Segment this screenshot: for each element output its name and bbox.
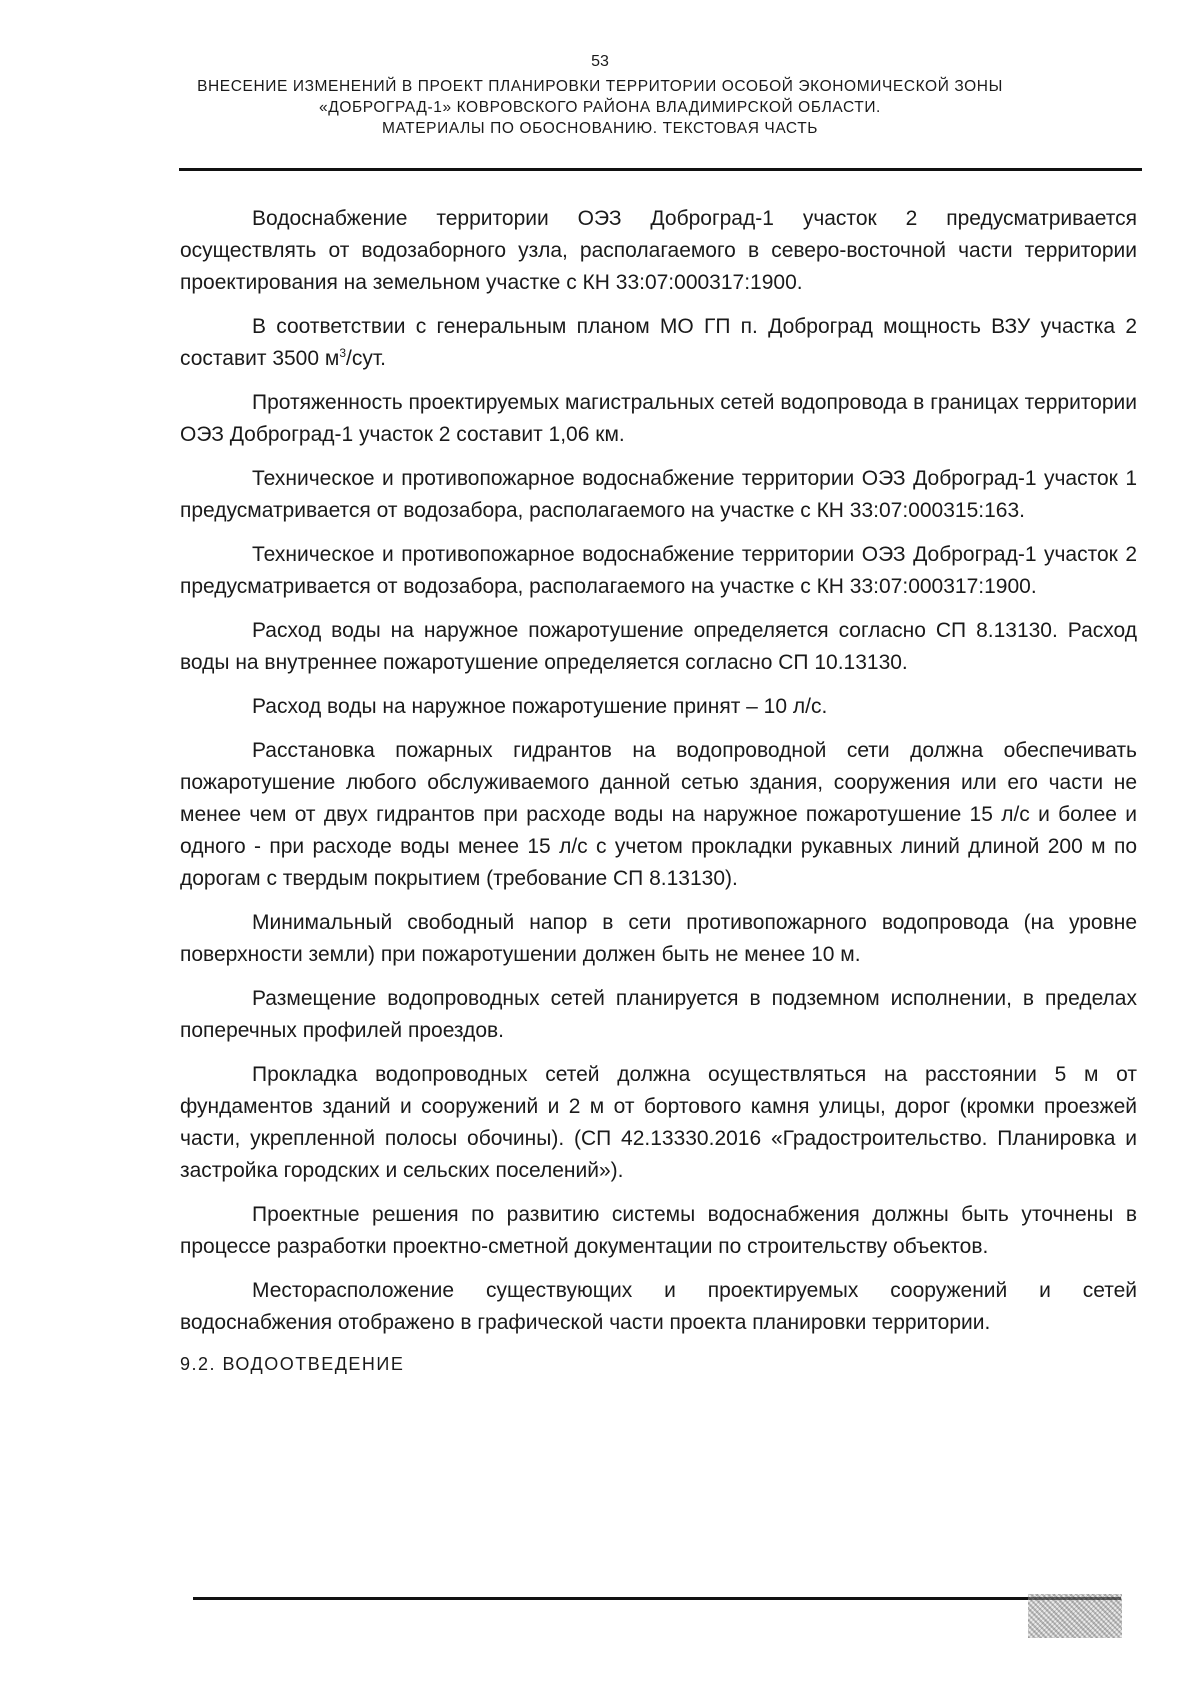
paragraph-hydrant-placement: Расстановка пожарных гидрантов на водопроводной сети должна обеспечивать пожаротушение любого обслуживаемого данной сетью здания, сооружения или его части не менее чем от двух гидрантов при расходе воды на наружное пожаротушение 15 л/с и более и одного - при расходе воды менее 15 л/с с учетом прокладки рукавных линий длиной 200 м по дорогам с твердым покрытием (требование СП 8.13130). [180,739,1137,890]
paragraph-intake-capacity [180,311,1137,375]
paragraph-fire-water-rate: Расход воды на наружное пожаротушение принят – 10 л/с. [252,695,828,718]
paragraph-fire-water-norms: Расход воды на наружное пожаротушение определяется согласно СП 8.13130. Расход воды на внутреннее пожаротушение определяется согласно СП 10.13130. [180,619,1137,674]
paragraph-pipe-distances: Прокладка водопроводных сетей должна осуществляться на расстоянии 5 м от фундаментов зданий и сооружений и 2 м от бортового камня улицы, дорог (кромки проезжей части, укрепленной полосы обочины). (СП 42.13330.2016 «Градостроительство. Планировка и застройка городских и сельских поселений»). [180,1063,1137,1182]
header-title-line-1: ВНЕСЕНИЕ ИЗМЕНЕНИЙ В ПРОЕКТ ПЛАНИРОВКИ ТЕРРИТОРИИ ОСОБОЙ ЭКОНОМИЧЕСКОЙ ЗОНЫ [197,78,1003,95]
capacity-unit: /сут. [346,347,386,370]
paragraph-design-refinement: Проектные решения по развитию системы водоснабжения должны быть уточнены в процессе разработки проектно-сметной документации по строительству объектов. [180,1203,1137,1258]
paragraph-network-length: Протяженность проектируемых магистральных сетей водопровода в границах территории ОЭЗ Доброград-1 участок 2 составит 1,06 км. [180,391,1137,446]
cubic-superscript: 3 [339,346,346,360]
document-body [180,203,1137,1377]
paragraph-graphic-reference: Месторасположение существующих и проектируемых сооружений и сетей водоснабжения отображено в графической части проекта планировки территории. [180,1279,1137,1334]
paragraph-plot1-supply: Техническое и противопожарное водоснабжение территории ОЭЗ Доброград-1 участок 1 предусматривается от водозабора, располагаемого на участке с КН 33:07:000315:163. [180,467,1137,522]
paragraph-water-supply-source: Водоснабжение территории ОЭЗ Доброград-1 участок 2 предусматривается осуществлять от водозаборного узла, располагаемого в северо-восточной части территории проектирования на земельном участке с КН 33:07:000317:1900. [180,207,1137,294]
section-heading-wastewater: 9.2. ВОДООТВЕДЕНИЕ [180,1354,405,1374]
header-title-line-3: МАТЕРИАЛЫ ПО ОБОСНОВАНИЮ. ТЕКСТОВАЯ ЧАСТЬ [381,120,819,137]
scan-stamp-mark [1028,1594,1122,1638]
page-number: 53 [591,53,609,70]
header-title-line-2: «ДОБРОГРАД-1» КОВРОВСКОГО РАЙОНА ВЛАДИМИРСКОЙ ОБЛАСТИ. [319,99,881,116]
paragraph-underground-placement: Размещение водопроводных сетей планируется в подземном исполнении, в пределах поперечных профилей проездов. [180,987,1137,1042]
paragraph-plot2-supply: Техническое и противопожарное водоснабжение территории ОЭЗ Доброград-1 участок 2 предусматривается от водозабора, располагаемого на участке с КН 33:07:000317:1900. [180,543,1137,598]
paragraph-minimum-pressure: Минимальный свободный напор в сети противопожарного водопровода (на уровне поверхности земли) при пожаротушении должен быть не менее 10 м. [180,911,1137,966]
header-divider [179,168,1142,171]
capacity-text: В соответствии с генеральным планом МО ГП п. Доброград мощность ВЗУ участка 2 составит 3500 м [180,315,1137,370]
footer-divider [193,1597,1121,1600]
page-header [0,52,1200,139]
